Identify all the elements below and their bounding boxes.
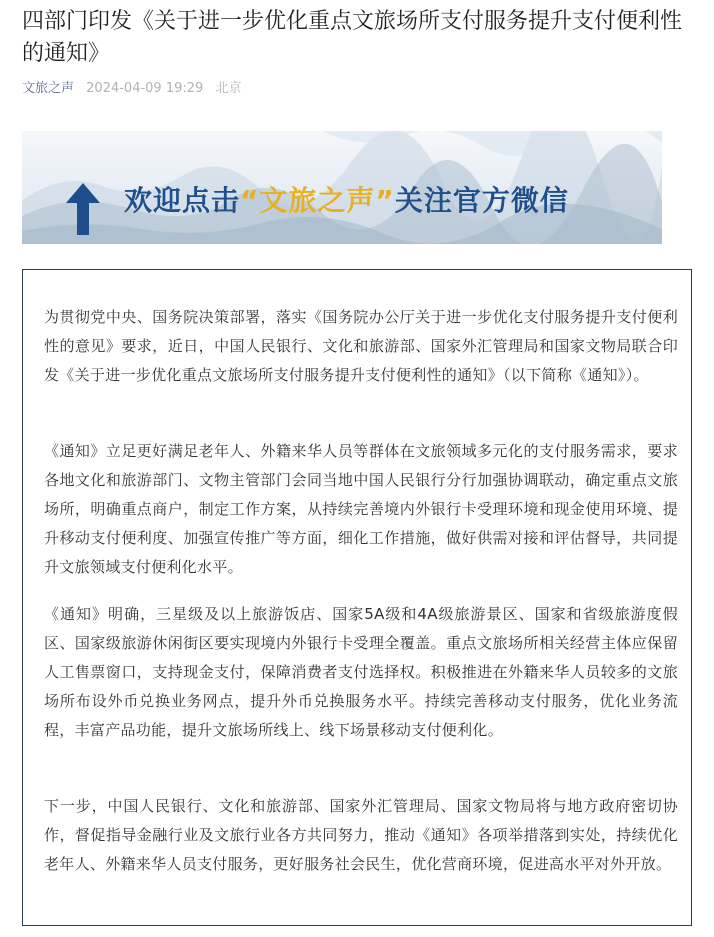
paragraph-3: 《通知》明确，三星级及以上旅游饭店、国家5A级和4A级旅游景区、国家和省级旅游度假区、国家级旅游休闲街区要实现境内外银行卡受理全覆盖。重点文旅场所相关经营主体应保留人工售票窗口，支持现金支付，保障消费者支付选择权。积极推进在外籍来华人员较多的文旅场所布设外币兑换业务网点，提升外币兑换服务水平。持续完善移动支付服务，优化业务流程，丰富产品功能，提升文旅场所线上、线下场景移动支付便利化。 (44, 605, 678, 739)
paragraph-4: 下一步，中国人民银行、文化和旅游部、国家外汇管理局、国家文物局将与地方政府密切协作，督促指导金融行业及文旅行业各方共同努力，推动《通知》各项举措落到实处，持续优化老年人、外籍来华人员支付服务，更好服务社会民生，优化营商环境，促进高水平对外开放。 (44, 797, 678, 873)
article-meta (22, 80, 241, 98)
up-arrow-icon (66, 183, 100, 235)
publish-location: 北京 (215, 81, 242, 96)
banner-slogan (124, 181, 569, 221)
banner-highlight: “文旅之声” (240, 184, 395, 217)
paragraph-1: 为贯彻党中央、国务院决策部署，落实《国务院办公厅关于进一步优化支付服务提升支付便利性的意见》要求，近日，中国人民银行、文化和旅游部、国家外汇管理局和国家文物局联合印发《关于进一步优化重点文旅场所支付服务提升支付便利性的通知》（以下简称《通知》）。 (44, 308, 678, 384)
publish-date: 2024-04-09 19:29 (86, 81, 204, 96)
article-title: 四部门印发《关于进一步优化重点文旅场所支付服务提升支付便利性的通知》 (22, 9, 683, 66)
banner-prefix: 欢迎点击 (124, 184, 241, 217)
banner-suffix: 关注官方微信 (394, 184, 569, 217)
paragraph-2: 《通知》立足更好满足老年人、外籍来华人员等群体在文旅领域多元化的支付服务需求，要求各地文化和旅游部门、文物主管部门会同当地中国人民银行分行加强协调联动，确定重点文旅场所，明确重点商户，制定工作方案，从持续完善境内外银行卡受理环境和现金使用环境、提升移动支付便利度、加强宣传推广等方面，细化工作措施，做好供需对接和评估督导，共同提升文旅领域支付便利化水平。 (44, 442, 678, 576)
source-link[interactable]: 文旅之声 (22, 81, 75, 96)
article-body (22, 269, 692, 926)
follow-banner[interactable] (22, 131, 662, 244)
